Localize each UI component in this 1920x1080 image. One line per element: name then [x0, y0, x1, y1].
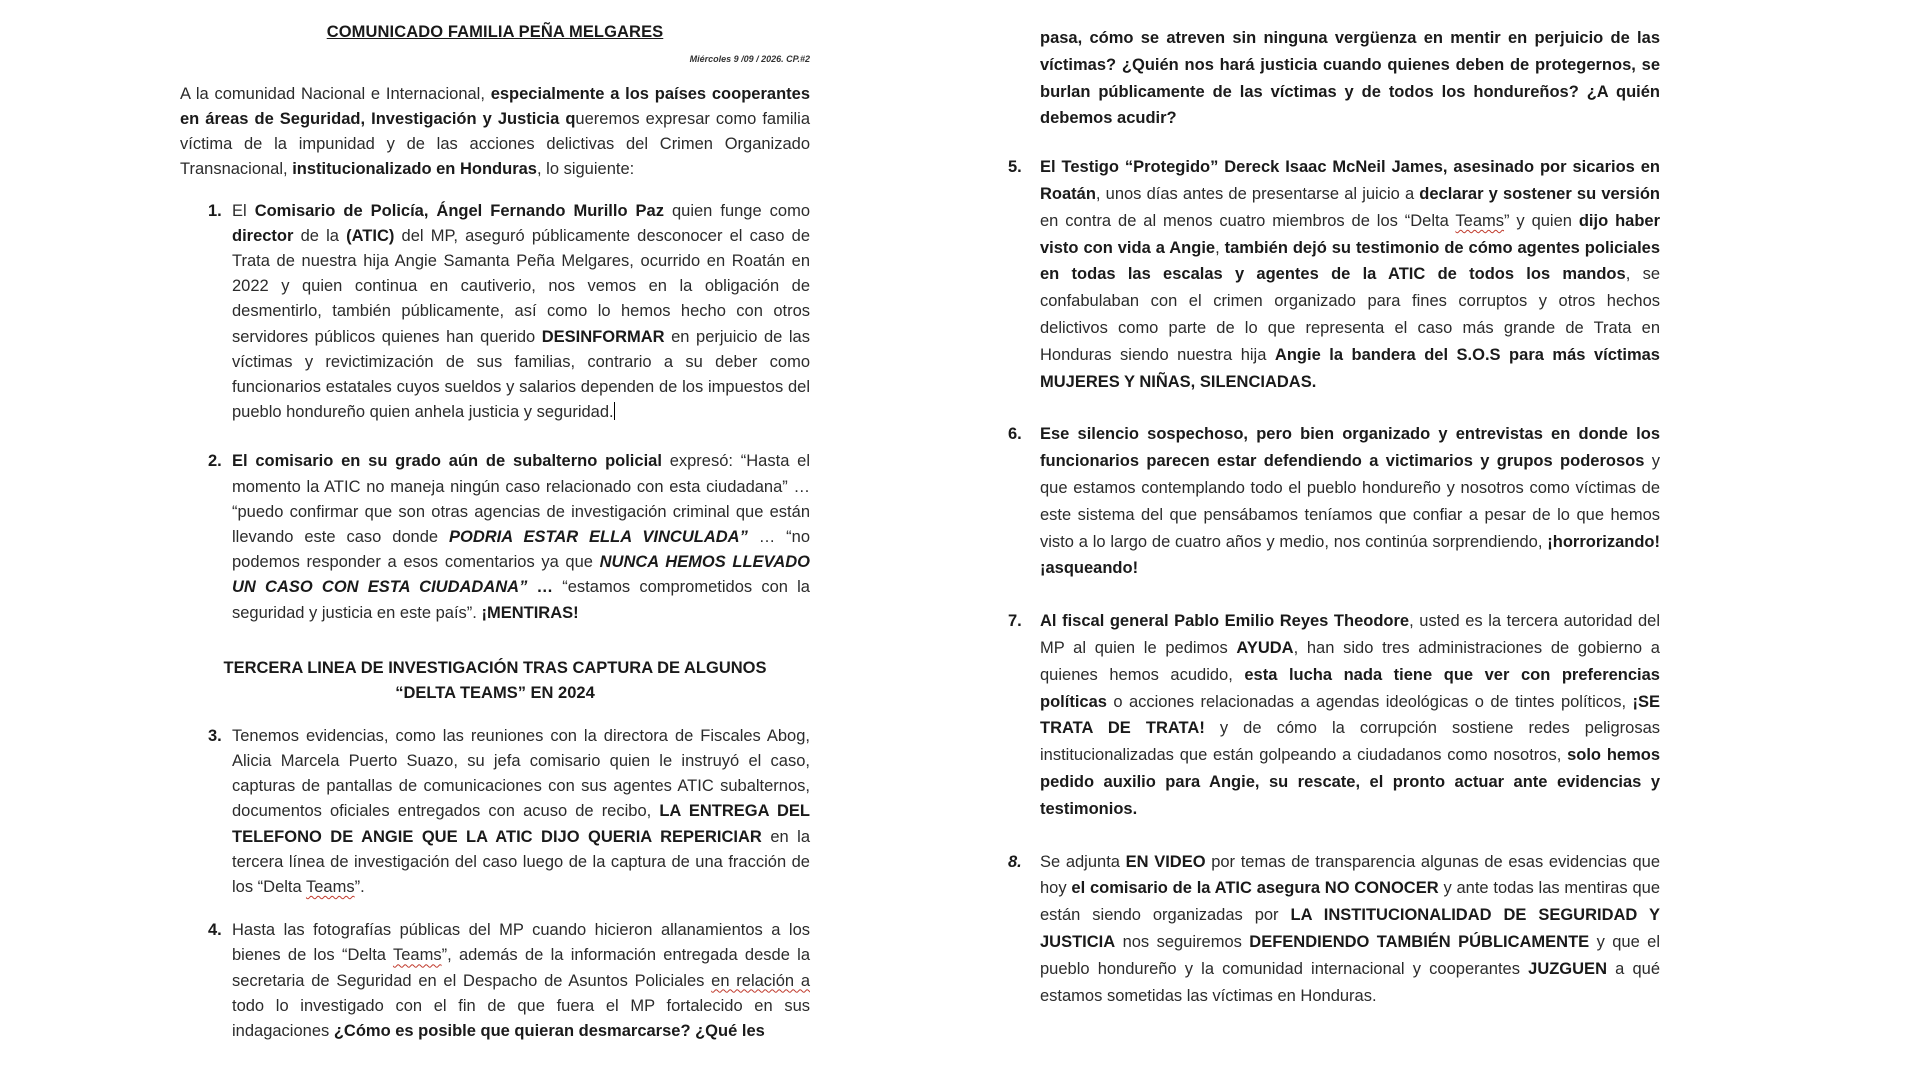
text-run: Hasta las fotografías públicas del MP cuando hicieron allanamientos a los bienes de los “Delta	[232, 921, 810, 965]
text-run: a qué estamos sometidas las víctimas en Honduras.	[1040, 959, 1660, 1005]
text-run: y ante todas las mentiras que están siendo organizadas por	[1040, 879, 1660, 925]
spellcheck-flagged-word: en relación a	[711, 971, 810, 990]
bold-text-run: NUNCA HEMOS LLEVADO UN CASO CON ESTA CIUDADANA”	[232, 553, 810, 597]
text-run: , han sido tres administraciones de gobierno a quienes hemos acudido,	[1040, 638, 1660, 684]
text-run: nos seguiremos	[1115, 932, 1250, 951]
text-run: y que el pueblo hondureño y la comunidad internacional y cooperantes	[1040, 932, 1660, 978]
bold-text-run: PODRIA ESTAR ELLA VINCULADA”	[449, 527, 748, 546]
item-text	[232, 921, 810, 1040]
item-number: 7.	[1008, 612, 1022, 631]
item-number: 2.	[208, 452, 222, 471]
section-heading-line-1: TERCERA LINEA DE INVESTIGACIÓN TRAS CAPTURA DE ALGUNOS	[223, 658, 767, 677]
item-text	[1040, 158, 1660, 390]
text-run: , usted es la tercera autoridad del MP al quien le pedimos	[1040, 612, 1660, 657]
bold-text-run: LA ENTREGA DEL TELEFONO DE ANGIE QUE LA ATIC DIJO QUERIA REPERICIAR	[232, 802, 810, 846]
item-text	[232, 202, 810, 422]
spellcheck-flagged-word: Teams	[305, 877, 355, 896]
bold-text-run: ¡SE TRATA DE TRATA!	[1040, 692, 1660, 738]
bold-text-run: pasa, cómo se atreven sin ninguna vergüenza en mentir en perjuicio de las víctimas? ¿Quién nos hará justicia cuando quienes deben de protegernos, se burlan públicamente de las víctimas y de todos los hondureños? ¿A quién debemos acudir?	[1040, 29, 1660, 128]
list-item-2	[180, 449, 810, 625]
text-run: , lo siguiente:	[536, 160, 635, 178]
text-run: y de cómo la corrupción sostiene redes peligrosas institucionalizadas que están golpeando a ciudadanos como nosotros,	[1040, 719, 1660, 765]
document-page-right	[1010, 0, 1660, 1080]
bold-text-run: ¡MENTIRAS!	[481, 603, 579, 622]
text-run: en contra de al menos cuatro miembros de los “Delta	[1040, 211, 1456, 230]
bold-text-run: JUZGUEN	[1528, 959, 1607, 978]
bold-text-run: ¿Cómo es posible que quieran desmarcarse? ¿Qué les	[333, 1021, 765, 1040]
text-run: o acciones relacionadas a agendas ideológicas o de tintes políticos,	[1106, 692, 1633, 711]
text-run: Tenemos evidencias, como las reuniones con la directora de Fiscales Abog, Alicia Marcela Puerto Suazo, su jefa comisario quien le instruyó el caso, capturas de pantallas de comunicaciones con sus agentes ATIC subalternos, documentos oficiales entregados con acuso de recibo,	[232, 726, 810, 821]
item-number: 1.	[208, 201, 222, 220]
text-run: todo lo investigado con el fin de que fuera el MP fortalecido en sus indagaciones	[232, 996, 810, 1040]
text-run: y que estamos contemplando todo el pueblo hondureño y nosotros como víctimas de este sistema del que pensábamos teníamos que confiar a pesar de lo que hemos visto a lo largo de cuatro años y medio, nos continúa sorprendiendo,	[1040, 452, 1660, 551]
spellcheck-flagged-word: Teams	[1455, 211, 1505, 230]
bold-text-run: Comisario de Policía, Ángel Fernando Murillo Paz	[254, 201, 664, 220]
text-run: ueremos expresar como familia víctima de la impunidad y de las acciones delictivas del Crimen Organizado Transnacional,	[180, 110, 810, 178]
text-run: El	[232, 201, 255, 220]
bold-text-run: el comisario de la ATIC asegura NO CONOCER	[1071, 879, 1439, 898]
bold-text-run: también dejó su testimonio de cómo agentes policiales en todas las escalas y agentes de la ATIC de todos los mandos	[1040, 238, 1661, 284]
bold-text-run: solo hemos pedido auxilio para Angie, su rescate, el pronto actuar ante evidencias y testimonios.	[1040, 746, 1660, 818]
document-page-left	[180, 0, 810, 1080]
bold-text-run: El comisario en su grado aún de subalterno policial	[232, 452, 662, 471]
text-run: en perjuicio de las víctimas y revictimización de sus familias, contrario a su deber como funcionarios estatales cuyos sueldos y salarios dependen de los impuestos del pueblo hondureño quien anhela justicia y seguridad.	[232, 327, 810, 422]
text-run: … “no podemos responder a esos comentarios ya que	[232, 527, 810, 572]
text-run: en la tercera línea de investigación del caso luego de la captura de una fracción de los “Delta	[232, 827, 810, 896]
text-run: , unos días antes de presentarse al juicio a	[1095, 184, 1420, 203]
text-run: expresó: “Hasta el momento la ATIC no maneja ningún caso relacionado con esta ciudadana” … “puedo confirmar que son otras agencias de investigación criminal que están llevando este caso donde	[232, 452, 810, 546]
item-text	[1040, 425, 1660, 577]
item-text	[1040, 853, 1660, 1005]
bold-text-run: (ATIC)	[346, 226, 395, 245]
text-run: quien funge como	[663, 201, 811, 220]
item-number: 4.	[208, 921, 222, 940]
item-text	[1040, 612, 1660, 818]
list-item-6	[1010, 421, 1660, 582]
text-run: ”.	[354, 877, 365, 896]
item-number: 5.	[1008, 158, 1022, 177]
continued-paragraph	[1010, 25, 1660, 132]
dateline: Miércoles 9 /09 / 2026. CP.#2	[689, 54, 810, 64]
text-run: por temas de transparencia algunas de esas evidencias que hoy	[1040, 852, 1660, 898]
bold-text-run: El Testigo “Protegido” Dereck Isaac McNeil James, asesinado por sicarios en Roatán	[1040, 158, 1660, 203]
item-number: 6.	[1008, 425, 1022, 444]
bold-text-run: Ese silencio sospechoso, pero bien organizado y entrevistas en donde los funcionarios parecen estar defendiendo a victimarios y grupos poderosos	[1040, 425, 1660, 471]
item-number: 8.	[1008, 852, 1022, 871]
section-heading	[180, 656, 810, 706]
bold-text-run: especialmente a los países cooperantes en áreas de Seguridad, Investigación y Justicia q	[180, 85, 810, 128]
item-text	[232, 727, 810, 896]
document-title: COMUNICADO FAMILIA PEÑA MELGARES	[326, 23, 664, 41]
list-item-7	[1010, 608, 1660, 822]
section-heading-line-2: “DELTA TEAMS” EN 2024	[395, 683, 595, 702]
bold-text-run: dijo haber visto con vida a Angie	[1040, 211, 1661, 257]
item-text	[1040, 29, 1660, 127]
list-item-3	[180, 724, 810, 900]
bold-text-run: LA INSTITUCIONALIDAD DE SEGURIDAD Y JUSTICIA	[1040, 906, 1660, 951]
bold-text-run: director	[232, 226, 294, 245]
bold-text-run: declarar y sostener su versión	[1419, 184, 1661, 203]
bold-text-run: EN VIDEO	[1125, 852, 1206, 871]
list-item-4	[180, 918, 810, 1044]
bold-text-run: AYUDA	[1236, 638, 1294, 657]
bold-text-run: esta lucha nada tiene que ver con preferencias políticas	[1040, 665, 1660, 711]
list-item-8	[1010, 849, 1660, 1010]
list-item-1	[180, 199, 810, 426]
list-item-5	[1010, 154, 1660, 395]
text-run: ,	[1215, 238, 1225, 257]
text-run: de la	[293, 226, 347, 245]
bold-text-run: DEFENDIENDO TAMBIÉN PÚBLICAMENTE	[1249, 932, 1590, 951]
text-run: ”, además de la información entregada desde la secretaria de Seguridad en el Despacho de Asuntos Policiales	[232, 946, 811, 990]
text-cursor	[614, 402, 615, 420]
text-run: del MP, aseguró públicamente desconocer el caso de Trata de nuestra hija Angie Samanta Peña Melgares, ocurrido en Roatán en 2022 y quien continua en cautiverio, nos vemos en la obligación de desmentirlo, también públicamente, así como lo hemos hecho con otros servidores públicos quienes han querido	[232, 226, 810, 346]
bold-text-run: ¡horrorizando! ¡asqueando!	[1040, 532, 1660, 578]
bold-text-run: Al fiscal general Pablo Emilio Reyes Theodore	[1040, 612, 1410, 631]
bold-text-run: …	[527, 578, 563, 597]
text-run: “estamos comprometidos con la seguridad y justicia en este país”.	[232, 578, 810, 622]
item-text	[232, 452, 810, 621]
spellcheck-flagged-word: Teams	[392, 946, 442, 965]
text-run: Se adjunta	[1040, 852, 1126, 871]
text-run: ” y quien	[1504, 211, 1579, 230]
item-number: 3.	[208, 726, 222, 745]
bold-text-run: DESINFORMAR	[541, 327, 665, 346]
text-run: A la comunidad Nacional e Internacional,	[180, 85, 491, 103]
intro-paragraph	[180, 82, 810, 182]
text-run: , se confabulaban con el crimen organizado para fines corruptos y otros hechos delictivos como parte de lo que representa el caso más grande de Trata en Honduras siendo nuestra hija	[1040, 265, 1660, 364]
bold-text-run: Angie la bandera del S.O.S para más víctimas MUJERES Y NIÑAS, SILENCIADAS.	[1040, 345, 1660, 391]
bold-text-run: institucionalizado en Honduras	[292, 160, 537, 178]
